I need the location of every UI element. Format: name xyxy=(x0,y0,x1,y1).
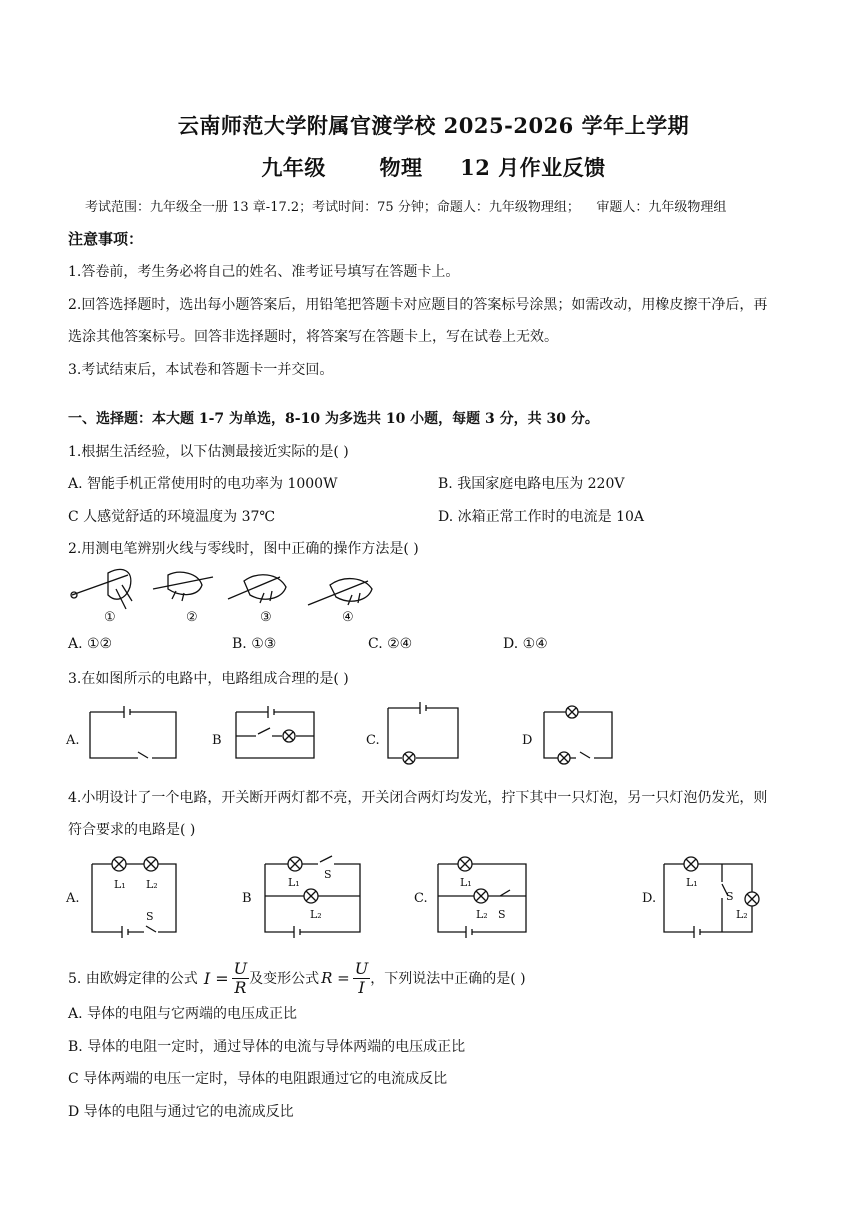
q5-stem-suffix: ，下列说法中正确的是( ) xyxy=(370,971,526,987)
q5-stem-prefix: 5. 由欧姆定律的公式 xyxy=(68,971,198,987)
svg-text:S: S xyxy=(324,868,332,881)
notes-heading: 注意事项： xyxy=(68,230,144,248)
q2-label-2: ② xyxy=(186,610,198,625)
q2-pen-4 xyxy=(308,579,372,605)
exam-scope-line: 考试范围：九年级全一册 13 章-17.2；考试时间：75 分钟；命题人：九年级物理组； 审题人：九年级物理组 xyxy=(85,200,727,215)
q5-option-b: B. 导体的电阻一定时，通过导体的电流与导体两端的电压成正比 xyxy=(68,1039,466,1055)
notes-item-2: 2.回答选择题时，选出每小题答案后，用铅笔把答题卡对应题目的答案标号涂黑；如需改动，用橡皮擦干净后，再 xyxy=(68,297,768,313)
q2-label-1: ① xyxy=(104,610,116,625)
q4-circuits-figure xyxy=(60,850,780,940)
q5-formula2-lhs: R = xyxy=(321,969,350,987)
q4-circuit-d xyxy=(664,857,759,938)
q5-option-a: A. 导体的电阻与它两端的电压成正比 xyxy=(68,1006,298,1022)
q2-label-3: ③ xyxy=(260,610,272,625)
q3-stem: 3.在如图所示的电路中，电路组成合理的是( ) xyxy=(68,671,349,687)
section-1-heading: 一、选择题：本大题 1-7 为单选，8-10 为多选共 10 小题，每题 3 分，共 30 分。 xyxy=(68,411,599,427)
q2-option-b: B. ①③ xyxy=(232,636,277,652)
paper-subtitle xyxy=(0,152,867,182)
q3-label-a: A. xyxy=(66,733,80,748)
q5-stem-mid: 及变形公式 xyxy=(249,971,320,987)
svg-text:L₂: L₂ xyxy=(736,908,748,921)
svg-text:S: S xyxy=(146,910,154,923)
q3-circuit-a xyxy=(90,706,176,758)
q3-circuits-figure xyxy=(60,700,630,770)
q5-option-d: D 导体的电阻与通过它的电流成反比 xyxy=(68,1104,294,1120)
svg-text:L₂: L₂ xyxy=(310,908,322,921)
svg-text:L₁: L₁ xyxy=(686,876,698,889)
svg-text:S: S xyxy=(726,890,734,903)
grade-label: 九年级 xyxy=(261,155,326,180)
q4-circuit-c xyxy=(438,857,526,938)
q3-circuit-c xyxy=(388,702,458,764)
q1-option-a: A. 智能手机正常使用时的电功率为 1000W xyxy=(68,476,338,492)
q2-pen-1 xyxy=(71,569,132,609)
q2-option-a: A. ①② xyxy=(68,636,113,652)
svg-text:L₂: L₂ xyxy=(476,908,488,921)
notes-item-1: 1.答卷前，考生务必将自己的姓名、准考证号填写在答题卡上。 xyxy=(68,264,460,280)
q4-label-b: B xyxy=(242,891,252,906)
q5-stem xyxy=(68,955,526,1001)
q3-circuit-b xyxy=(236,706,314,758)
subject-label: 物理 xyxy=(379,155,423,180)
q1-stem: 1.根据生活经验，以下估测最接近实际的是( ) xyxy=(68,444,349,460)
q4-stem-line-1: 4.小明设计了一个电路，开关断开两灯都不亮，开关闭合两灯均发光，拧下其中一只灯泡，另一只灯泡仍发光，则 xyxy=(68,790,768,806)
q1-option-c: C 人感觉舒适的环境温度为 37℃ xyxy=(68,509,276,525)
q2-stem: 2.用测电笔辨别火线与零线时，图中正确的操作方法是( ) xyxy=(68,541,419,557)
q2-option-c: C. ②④ xyxy=(368,636,413,652)
q3-label-d: D xyxy=(522,733,533,748)
q5-option-c: C 导体两端的电压一定时，导体的电阻跟通过它的电流成反比 xyxy=(68,1071,448,1087)
notes-item-3: 3.考试结束后，本试卷和答题卡一并交回。 xyxy=(68,362,334,378)
q5-formula1-lhs: I = xyxy=(203,968,229,988)
q2-tester-figure xyxy=(68,565,388,627)
svg-text:L₁: L₁ xyxy=(288,876,300,889)
q2-pen-3 xyxy=(228,575,286,603)
q4-stem-line-2: 符合要求的电路是( ) xyxy=(68,822,196,838)
q5-formula2-fraction: $\frac{U}{I}$ xyxy=(354,958,369,997)
q4-label-d: D. xyxy=(642,891,657,906)
exam-name-label: 12 月作业反馈 xyxy=(460,155,606,180)
q4-circuit-a xyxy=(92,857,176,938)
q5-formula1-fraction: $\frac{U}{R}$ xyxy=(233,958,248,997)
svg-text:L₂: L₂ xyxy=(146,878,158,891)
q3-label-b: B xyxy=(212,733,222,748)
q3-circuit-d xyxy=(544,706,612,764)
svg-text:L₁: L₁ xyxy=(114,878,126,891)
q2-label-4: ④ xyxy=(342,610,354,625)
q4-circuit-b xyxy=(265,856,360,938)
q1-option-d: D. 冰箱正常工作时的电流是 10A xyxy=(438,509,645,525)
q4-label-c: C. xyxy=(414,891,428,906)
q4-label-a: A. xyxy=(66,891,80,906)
svg-text:S: S xyxy=(498,908,506,921)
q2-option-d: D. ①④ xyxy=(503,636,548,652)
svg-text:L₁: L₁ xyxy=(460,876,472,889)
q2-pen-2 xyxy=(153,572,213,601)
q3-label-c: C. xyxy=(366,733,380,748)
q1-option-b: B. 我国家庭电路电压为 220V xyxy=(438,476,625,492)
paper-title: 云南师范大学附属官渡学校 2025-2026 学年上学期 xyxy=(177,113,690,138)
notes-item-2-cont: 选涂其他答案标号。回答非选择题时，将答案写在答题卡上，写在试卷上无效。 xyxy=(68,329,558,345)
